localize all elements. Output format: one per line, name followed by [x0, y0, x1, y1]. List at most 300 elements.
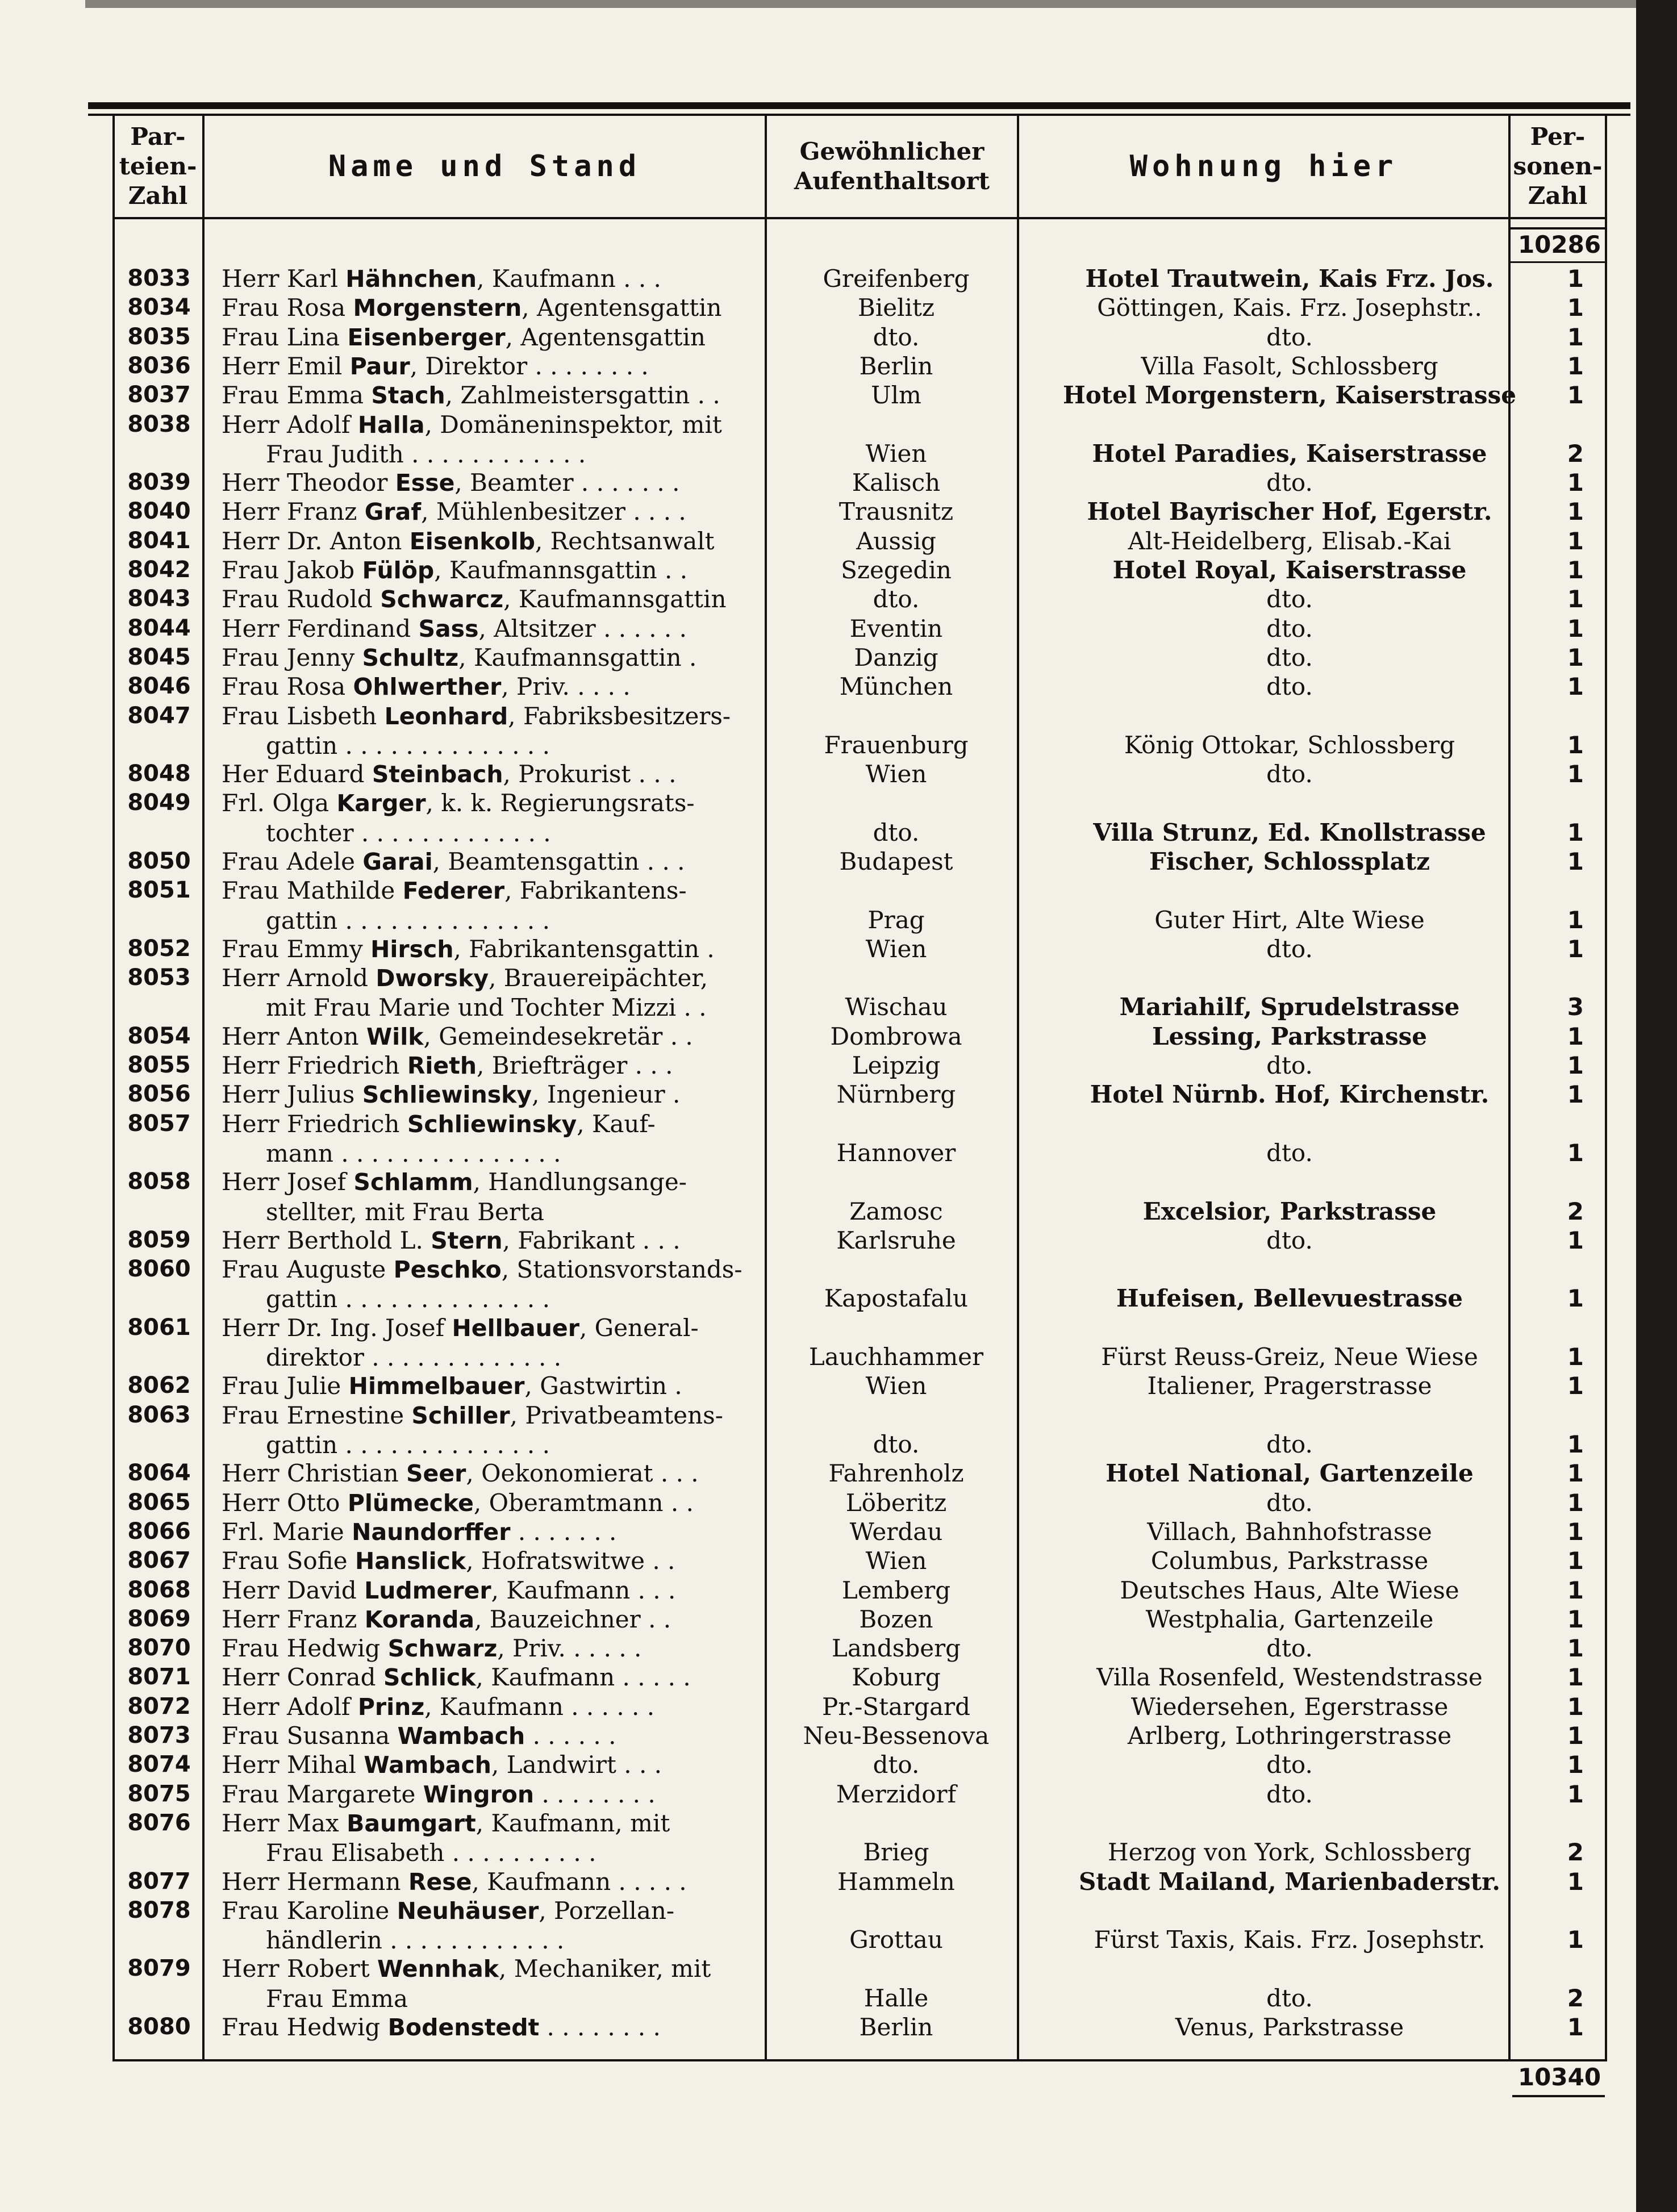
table-row: [0, 847, 1636, 876]
table-row: [0, 1750, 1636, 1779]
name-line: [222, 497, 756, 527]
name-and-status: [222, 1167, 756, 1226]
usual-residence: Werdau: [849, 1517, 943, 1546]
table-row: [0, 527, 1636, 556]
occupation-text: , Privatbeamtens-: [510, 1401, 723, 1429]
name-line: [222, 759, 756, 789]
party-number: 8062: [127, 1372, 191, 1399]
party-number: 8056: [127, 1081, 191, 1108]
surname: Koranda: [364, 1605, 475, 1633]
header-persons: [1511, 118, 1605, 215]
occupation-text: , Prokurist . . .: [503, 760, 677, 788]
usual-residence: Fahrenholz: [828, 1459, 964, 1488]
name-and-status: [222, 1226, 756, 1255]
usual-residence: Danzig: [854, 643, 938, 671]
usual-residence: Aussig: [856, 527, 936, 555]
header-persons-l3: Zahl: [1528, 182, 1588, 210]
name-line: [222, 1605, 756, 1634]
name-and-status: [222, 1692, 756, 1722]
persons-count: 1: [1567, 1226, 1584, 1254]
occupation-text: , Ingenieur .: [532, 1080, 681, 1109]
name-text: Frau Elisabeth . . . . . . . . . .: [266, 1839, 596, 1867]
name-line: [222, 702, 756, 731]
usual-residence: Koburg: [852, 1663, 941, 1692]
surname: Neuhäuser: [397, 1897, 539, 1925]
table-row: [0, 2013, 1636, 2042]
occupation-text: , Domäneninspektor, mit: [424, 410, 722, 439]
local-address: Hufeisen, Bellevuestrasse: [1116, 1284, 1463, 1313]
name-line: [222, 1576, 756, 1605]
surname: Schlamm: [353, 1168, 473, 1196]
surname: Schlick: [383, 1664, 476, 1692]
party-number: 8072: [127, 1693, 191, 1719]
local-address: dto.: [1266, 934, 1313, 963]
name-line: [222, 1022, 756, 1051]
occupation-text: , Fabrikantens-: [504, 877, 687, 905]
surname: Morgenstern: [353, 294, 522, 322]
name-and-status: [222, 672, 756, 702]
name-text: gattin . . . . . . . . . . . . . .: [266, 906, 550, 934]
table-row: [0, 1488, 1636, 1517]
name-line: [222, 381, 756, 410]
table-row: [0, 1692, 1636, 1721]
occupation-text: , General-: [579, 1313, 699, 1342]
header-number-l3: Zahl: [128, 182, 188, 210]
surname: Peschko: [393, 1256, 502, 1284]
name-text: Herr Friedrich: [222, 1051, 407, 1080]
header-place: [767, 118, 1017, 215]
party-number: 8042: [127, 557, 191, 583]
local-address: dto.: [1266, 585, 1313, 613]
surname: Naundorffer: [352, 1518, 511, 1546]
name-text: Her Eduard: [222, 760, 372, 788]
name-line: [222, 585, 756, 614]
usual-residence: Greifenberg: [823, 265, 970, 293]
name-text: Frau Hedwig: [222, 2013, 388, 2041]
name-and-status: [222, 759, 756, 789]
usual-residence: Lauchhammer: [808, 1343, 984, 1371]
name-and-status: [222, 527, 756, 556]
occupation-text: , Fabrikantensgattin .: [453, 934, 715, 963]
header-number-l2: teien-: [119, 152, 197, 180]
table-row: [0, 1954, 1636, 2013]
name-line: [222, 643, 756, 673]
party-number: 8061: [127, 1314, 191, 1341]
table-row: [0, 1313, 1636, 1372]
name-text: Frau Emmy: [222, 934, 371, 963]
occupation-text: , Mühlenbesitzer . . . .: [421, 498, 686, 526]
usual-residence: Prag: [867, 905, 925, 934]
usual-residence: dto.: [873, 585, 920, 613]
party-number: 8055: [127, 1052, 191, 1079]
local-address: Villa Fasolt, Schlossberg: [1141, 352, 1438, 380]
table-row: [0, 1226, 1636, 1255]
occupation-text: , Gastwirtin .: [524, 1372, 682, 1400]
usual-residence: Pr.-Stargard: [822, 1692, 970, 1721]
local-address: Italiener, Pragerstrasse: [1147, 1372, 1432, 1400]
usual-residence: Budapest: [839, 848, 953, 875]
name-line: [222, 2013, 756, 2042]
name-text: händlerin . . . . . . . . . . . .: [266, 1926, 565, 1955]
local-address: dto.: [1266, 1751, 1313, 1779]
name-and-status: [222, 1634, 756, 1663]
name-and-status: [222, 1809, 756, 1868]
usual-residence: Wien: [865, 1372, 927, 1400]
name-and-status: [222, 468, 756, 498]
name-line: [222, 788, 756, 818]
surname: Federer: [402, 877, 505, 905]
persons-count: 1: [1567, 2013, 1584, 2041]
party-number: 8065: [127, 1489, 191, 1516]
surname: Schiller: [411, 1401, 510, 1429]
footer-rule: [114, 2059, 1605, 2061]
name-line: [222, 1430, 756, 1459]
name-line: [222, 1896, 756, 1926]
name-line: [222, 410, 756, 440]
party-number: 8048: [127, 761, 191, 787]
usual-residence: Brieg: [863, 1838, 929, 1867]
surname: Wambach: [397, 1722, 525, 1750]
party-number: 8033: [127, 265, 191, 291]
persons-count: 2: [1567, 1197, 1584, 1225]
name-and-status: [222, 1896, 756, 1955]
name-line: [222, 963, 756, 993]
usual-residence: Zamosc: [849, 1197, 943, 1225]
name-and-status: [222, 264, 756, 294]
occupation-text: , Landwirt . . .: [491, 1751, 662, 1779]
surname: Wambach: [364, 1751, 491, 1779]
occupation-text: , Porzellan-: [539, 1896, 675, 1925]
name-text: Frau Judith . . . . . . . . . . . .: [266, 440, 586, 468]
local-address: Mariahilf, Sprudelstrasse: [1119, 993, 1460, 1021]
persons-count: 1: [1567, 1284, 1584, 1313]
local-address: Fürst Taxis, Kais. Frz. Josephstr.: [1094, 1926, 1486, 1954]
name-text: Herr Julius: [222, 1080, 362, 1109]
name-text: Frau Emma: [266, 1984, 408, 2013]
persons-count: 1: [1567, 1517, 1584, 1546]
party-number: 8075: [127, 1780, 191, 1807]
name-text: Frau Ernestine: [222, 1401, 412, 1429]
header-place-l2: Aufenthaltsort: [794, 167, 990, 195]
name-text: Herr Anton: [222, 1022, 366, 1050]
name-line: [222, 1926, 756, 1955]
usual-residence: Halle: [863, 1984, 929, 2012]
persons-count: 1: [1567, 1780, 1584, 1808]
surname: Baumgart: [347, 1809, 476, 1837]
usual-residence: Wien: [865, 1547, 927, 1575]
name-text: Frau Emma: [222, 381, 372, 410]
name-and-status: [222, 1488, 756, 1518]
surname: Wingron: [423, 1780, 535, 1808]
occupation-text: , Oekonomierat . . .: [466, 1459, 699, 1488]
persons-count: 1: [1567, 1634, 1584, 1663]
table-row: [0, 614, 1636, 643]
party-number: 8039: [127, 469, 191, 496]
header-number-l1: Par-: [130, 123, 186, 151]
surname: Garai: [362, 848, 433, 875]
name-text: Frau Adele: [222, 848, 363, 875]
party-number: 8053: [127, 965, 191, 991]
name-and-status: [222, 1780, 756, 1809]
occupation-text: , Kaufmannsgattin . .: [434, 556, 688, 584]
name-line: [222, 1750, 756, 1780]
local-address: dto.: [1266, 1051, 1313, 1080]
name-and-status: [222, 497, 756, 527]
name-text: Herr Max: [222, 1809, 347, 1837]
usual-residence: dto.: [873, 818, 920, 846]
occupation-text: , k. k. Regierungsrats-: [425, 789, 695, 817]
name-line: [222, 1051, 756, 1080]
name-text: Herr Franz: [222, 1605, 365, 1633]
party-number: 8058: [127, 1168, 191, 1195]
persons-count: 1: [1567, 294, 1584, 322]
surname: Stach: [371, 382, 445, 410]
table-row: [0, 788, 1636, 847]
name-line: [222, 1459, 756, 1488]
name-and-status: [222, 1546, 756, 1576]
name-line: [222, 934, 756, 964]
party-number: 8059: [127, 1226, 191, 1253]
persons-count: 1: [1567, 1051, 1584, 1080]
party-number: 8066: [127, 1518, 191, 1545]
occupation-text: , Beamter . . . . . . .: [454, 469, 680, 497]
persons-count: 1: [1567, 614, 1584, 642]
table-row: [0, 1634, 1636, 1663]
party-number: 8070: [127, 1635, 191, 1662]
occupation-text: , Briefträger . . .: [477, 1051, 673, 1080]
name-line: [222, 1721, 756, 1751]
occupation-text: , Kaufmann . . .: [491, 1576, 676, 1604]
persons-count: 1: [1567, 731, 1584, 759]
persons-count: 1: [1567, 1605, 1584, 1633]
name-and-status: [222, 410, 756, 469]
usual-residence: Kapostafalu: [824, 1284, 969, 1313]
party-number: 8074: [127, 1751, 191, 1778]
local-address: Westphalia, Gartenzeile: [1145, 1605, 1434, 1633]
surname: Schultz: [362, 644, 459, 671]
occupation-text: , Kauf-: [577, 1109, 656, 1138]
persons-count: 2: [1567, 439, 1584, 468]
name-and-status: [222, 1371, 756, 1401]
table-row: [0, 585, 1636, 613]
name-line: [222, 1780, 756, 1809]
party-number: 8037: [127, 382, 191, 408]
header-address: Wohnung hier: [1129, 149, 1398, 183]
name-text: gattin . . . . . . . . . . . . . .: [266, 1430, 550, 1459]
table-row: [0, 963, 1636, 1022]
persons-count: 1: [1567, 498, 1584, 526]
name-text: Herr Karl: [222, 265, 346, 293]
occupation-text: . . . . . . .: [510, 1517, 617, 1546]
table-row: [0, 497, 1636, 526]
usual-residence: Eventin: [849, 614, 943, 642]
occupation-text: , Gemeindesekretär . .: [423, 1022, 693, 1050]
party-number: 8052: [127, 935, 191, 962]
usual-residence: Wien: [865, 760, 927, 788]
name-and-status: [222, 2013, 756, 2042]
surname: Schwarz: [387, 1635, 498, 1663]
occupation-text: , Kaufmannsgattin: [503, 585, 727, 613]
surname: Steinbach: [372, 761, 503, 788]
name-text: Herr Robert: [222, 1955, 377, 1983]
local-address: Lessing, Parkstrasse: [1152, 1022, 1427, 1050]
name-text: Frau Lisbeth: [222, 702, 385, 730]
table-row: [0, 1663, 1636, 1692]
surname: Halla: [357, 411, 425, 439]
name-and-status: [222, 585, 756, 614]
usual-residence: Landsberg: [831, 1634, 961, 1663]
persons-count: 1: [1567, 556, 1584, 584]
table-row: [0, 1109, 1636, 1168]
name-and-status: [222, 702, 756, 761]
name-text: Frl. Marie: [222, 1517, 352, 1546]
usual-residence: Karlsruhe: [836, 1226, 956, 1254]
occupation-text: , Fabrikant . . .: [502, 1226, 681, 1254]
usual-residence: Hammeln: [837, 1867, 955, 1896]
occupation-text: , Kaufmann . . .: [477, 265, 661, 293]
local-address: Hotel Trautwein, Kais Frz. Jos.: [1085, 265, 1494, 293]
persons-count: 1: [1567, 585, 1584, 613]
name-line: [222, 1226, 756, 1255]
surname: Ludmerer: [364, 1576, 491, 1604]
persons-count: 1: [1567, 1547, 1584, 1575]
table-row: [0, 1022, 1636, 1051]
name-and-status: [222, 1517, 756, 1547]
local-address: dto.: [1266, 1780, 1313, 1808]
header-persons-l1: Per-: [1530, 123, 1586, 151]
party-number: 8045: [127, 644, 191, 670]
table-row: [0, 1546, 1636, 1575]
usual-residence: Kalisch: [852, 469, 941, 497]
party-number: 8060: [127, 1256, 191, 1283]
table-row: [0, 643, 1636, 672]
occupation-text: , Handlungsange-: [473, 1168, 687, 1196]
local-address: Venus, Parkstrasse: [1175, 2013, 1404, 2041]
occupation-text: , Oberamtmann . .: [473, 1488, 694, 1517]
name-text: Herr Christian: [222, 1459, 406, 1488]
table-row: [0, 1780, 1636, 1809]
local-address: Alt-Heidelberg, Elisab.-Kai: [1128, 527, 1451, 555]
occupation-text: , Altsitzer . . . . . .: [478, 614, 687, 642]
persons-count: 1: [1567, 381, 1584, 410]
name-text: Herr Adolf: [222, 410, 358, 439]
carried-total: 10286: [1517, 231, 1601, 258]
surname: Seer: [406, 1460, 466, 1488]
name-line: [222, 614, 756, 644]
persons-count: 1: [1567, 1372, 1584, 1400]
usual-residence: Wien: [865, 934, 927, 963]
table-row: [0, 556, 1636, 585]
top-rule-thin: [88, 114, 1630, 116]
surname: Prinz: [357, 1693, 425, 1721]
local-address: dto.: [1266, 1226, 1313, 1254]
header-rule: [114, 217, 1605, 219]
usual-residence: Szegedin: [841, 556, 952, 584]
header-place-l1: Gewöhnlicher: [799, 137, 984, 165]
surname: Hirsch: [370, 935, 454, 963]
name-text: Frau Hedwig: [222, 1634, 388, 1663]
usual-residence: Neu-Bessenova: [803, 1722, 990, 1750]
party-number: 8067: [127, 1547, 191, 1574]
name-text: Herr Dr. Anton: [222, 527, 410, 555]
name-line: [222, 1809, 756, 1838]
table-row: [0, 1867, 1636, 1896]
name-text: Herr Otto: [222, 1488, 348, 1517]
name-and-status: [222, 1954, 756, 2013]
table-row: [0, 1517, 1636, 1546]
name-line: [222, 1867, 756, 1897]
occupation-text: , Bauzeichner . .: [474, 1605, 671, 1633]
party-number: 8046: [127, 673, 191, 700]
persons-count: 1: [1567, 818, 1584, 846]
usual-residence: Hannover: [836, 1138, 956, 1167]
surname: Rese: [408, 1868, 472, 1896]
local-address: Deutsches Haus, Alte Wiese: [1120, 1576, 1459, 1604]
local-address: Excelsior, Parkstrasse: [1142, 1197, 1437, 1225]
local-address: Arlberg, Lothringerstrasse: [1127, 1722, 1452, 1750]
usual-residence: dto.: [873, 1751, 920, 1779]
name-text: Frau Jakob: [222, 556, 362, 584]
name-line: [222, 847, 756, 877]
table-row: [0, 468, 1636, 497]
name-line: [222, 323, 756, 352]
surname: Dworsky: [376, 965, 489, 992]
local-address: Villa Strunz, Ed. Knollstrasse: [1093, 818, 1486, 846]
name-text: Frau Rosa: [222, 294, 353, 322]
name-and-status: [222, 963, 756, 1022]
party-number: 8047: [127, 702, 191, 729]
header-name: Name und Stand: [328, 149, 641, 183]
name-text: mann . . . . . . . . . . . . . . .: [266, 1139, 561, 1167]
name-line: [222, 1634, 756, 1663]
name-line: [222, 1139, 756, 1168]
party-number: 8054: [127, 1022, 191, 1049]
name-text: Herr David: [222, 1576, 365, 1604]
persons-count: 1: [1567, 352, 1584, 380]
table-row: [0, 293, 1636, 322]
surname: Sass: [418, 615, 479, 642]
name-text: mit Frau Marie und Tochter Mizzi . .: [266, 994, 707, 1022]
surname: Karger: [336, 790, 426, 817]
party-number: 8036: [127, 352, 191, 379]
surname: Rieth: [407, 1052, 477, 1080]
name-line: [222, 1546, 756, 1576]
name-text: Frau Julie: [222, 1372, 349, 1400]
surname: Schliewinsky: [407, 1110, 577, 1138]
name-line: [222, 1109, 756, 1139]
table-row: [0, 1167, 1636, 1226]
table-row: [0, 410, 1636, 469]
name-and-status: [222, 1663, 756, 1692]
persons-count: 1: [1567, 673, 1584, 701]
party-number: 8079: [127, 1955, 191, 1982]
surname: Schliewinsky: [362, 1081, 532, 1109]
persons-count: 1: [1567, 1343, 1584, 1371]
surname: Leonhard: [384, 702, 508, 730]
name-line: [222, 468, 756, 498]
name-and-status: [222, 788, 756, 848]
occupation-text: , Priv. . . . .: [501, 673, 631, 701]
name-and-status: [222, 934, 756, 964]
name-line: [222, 1255, 756, 1284]
surname: Hellbauer: [452, 1314, 579, 1342]
total-box-bottom: [1511, 261, 1605, 263]
name-and-status: [222, 1459, 756, 1488]
local-address: dto.: [1266, 643, 1313, 671]
party-number: 8078: [127, 1897, 191, 1923]
surname: Hähnchen: [345, 265, 477, 293]
name-and-status: [222, 381, 756, 410]
